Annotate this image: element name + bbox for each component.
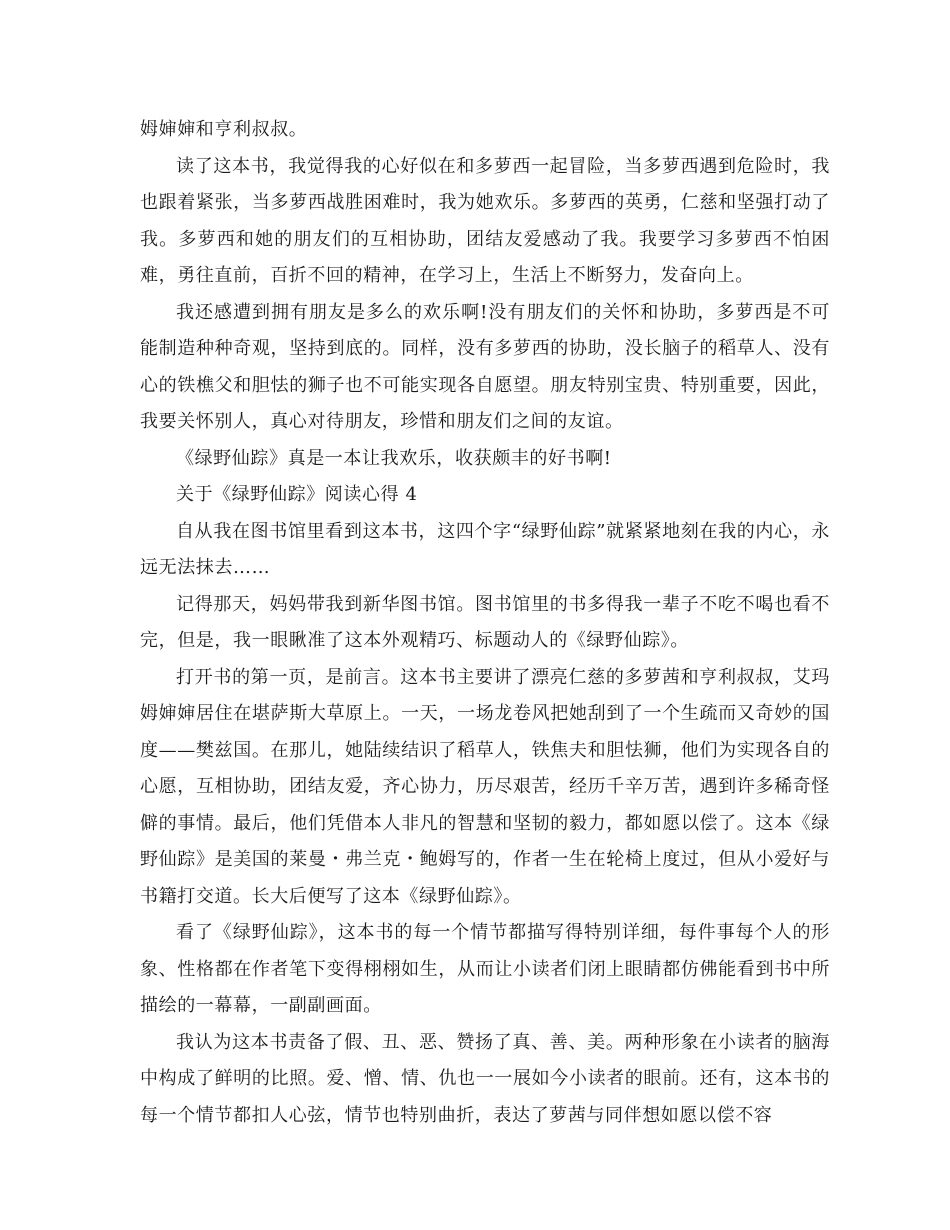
paragraph: 姆婶婶和亨利叔叔。 — [140, 119, 308, 140]
paragraph: 《绿野仙踪》真是一本让我欢乐，收获颇丰的好书啊! — [176, 447, 612, 469]
paragraph: 自从我在图书馆里看到这本书，这四个字“绿野仙踪”就紧紧地刻在我的内心，永远无法抹去…… — [140, 520, 830, 578]
section-heading: 关于《绿野仙踪》阅读心得 4 — [176, 484, 418, 505]
paragraph: 看了《绿野仙踪》，这本书的每一个情节都描写得特别详细，每件事每个人的形象、性格都在作者笔下变得栩栩如生，从而让小读者们闭上眼睛都仿佛能看到书中所描绘的一幕幕，一副副画面。 — [140, 922, 830, 1016]
document-body — [140, 112, 830, 1134]
paragraph: 我认为这本书责备了假、丑、恶、赞扬了真、善、美。两种形象在小读者的脑海中构成了鲜明的比照。爱、憎、情、仇也一一展如今小读者的眼前。还有，这本书的每一个情节都扣人心弦，情节也特别曲折，表达了萝茜与同伴想如愿以偿不容 — [140, 1031, 830, 1126]
paragraph: 我还感遭到拥有朋友是多么的欢乐啊!没有朋友们的关怀和协助，多萝西是不可能制造种种奇观，坚持到底的。同样，没有多萝西的协助，没长脑子的稻草人、没有心的铁樵父和胆怯的狮子也不可能实现各自愿望。朋友特别宝贵、特别重要，因此，我要关怀别人，真心对待朋友，珍惜和朋友们之间的友谊。 — [140, 301, 830, 432]
paragraph: 打开书的第一页，是前言。这本书主要讲了漂亮仁慈的多萝茜和亨利叔叔，艾玛姆婶婶居住在堪萨斯大草原上。一天，一场龙卷风把她刮到了一个生疏而又奇妙的国度——樊兹国。在那儿，她陆续结识了稻草人，铁焦夫和胆怯狮，他们为实现各自的心愿，互相协助，团结友爱，齐心协力，历尽艰苦，经历千辛万苦，遇到许多稀奇怪僻的事情。最后，他们凭借本人非凡的智慧和坚韧的毅力，都如愿以偿了。这本《绿野仙踪》是美国的莱曼・弗兰克・鲍姆写的，作者一生在轮椅上度过，但从小爱好与书籍打交道。长大后便写了这本《绿野仙踪》。 — [140, 666, 830, 907]
paragraph: 读了这本书，我觉得我的心好似在和多萝西一起冒险，当多萝西遇到危险时，我也跟着紧张，当多萝西战胜困难时，我为她欢乐。多萝西的英勇，仁慈和坚强打动了我。多萝西和她的朋友们的互相协助，团结友爱感动了我。我要学习多萝西不怕困难，勇往直前，百折不回的精神，在学习上，生活上不断努力，发奋向上。 — [140, 155, 830, 286]
paragraph: 记得那天，妈妈带我到新华图书馆。图书馆里的书多得我一辈子不吃不喝也看不完，但是，我一眼瞅准了这本外观精巧、标题动人的《绿野仙踪》。 — [140, 593, 830, 651]
